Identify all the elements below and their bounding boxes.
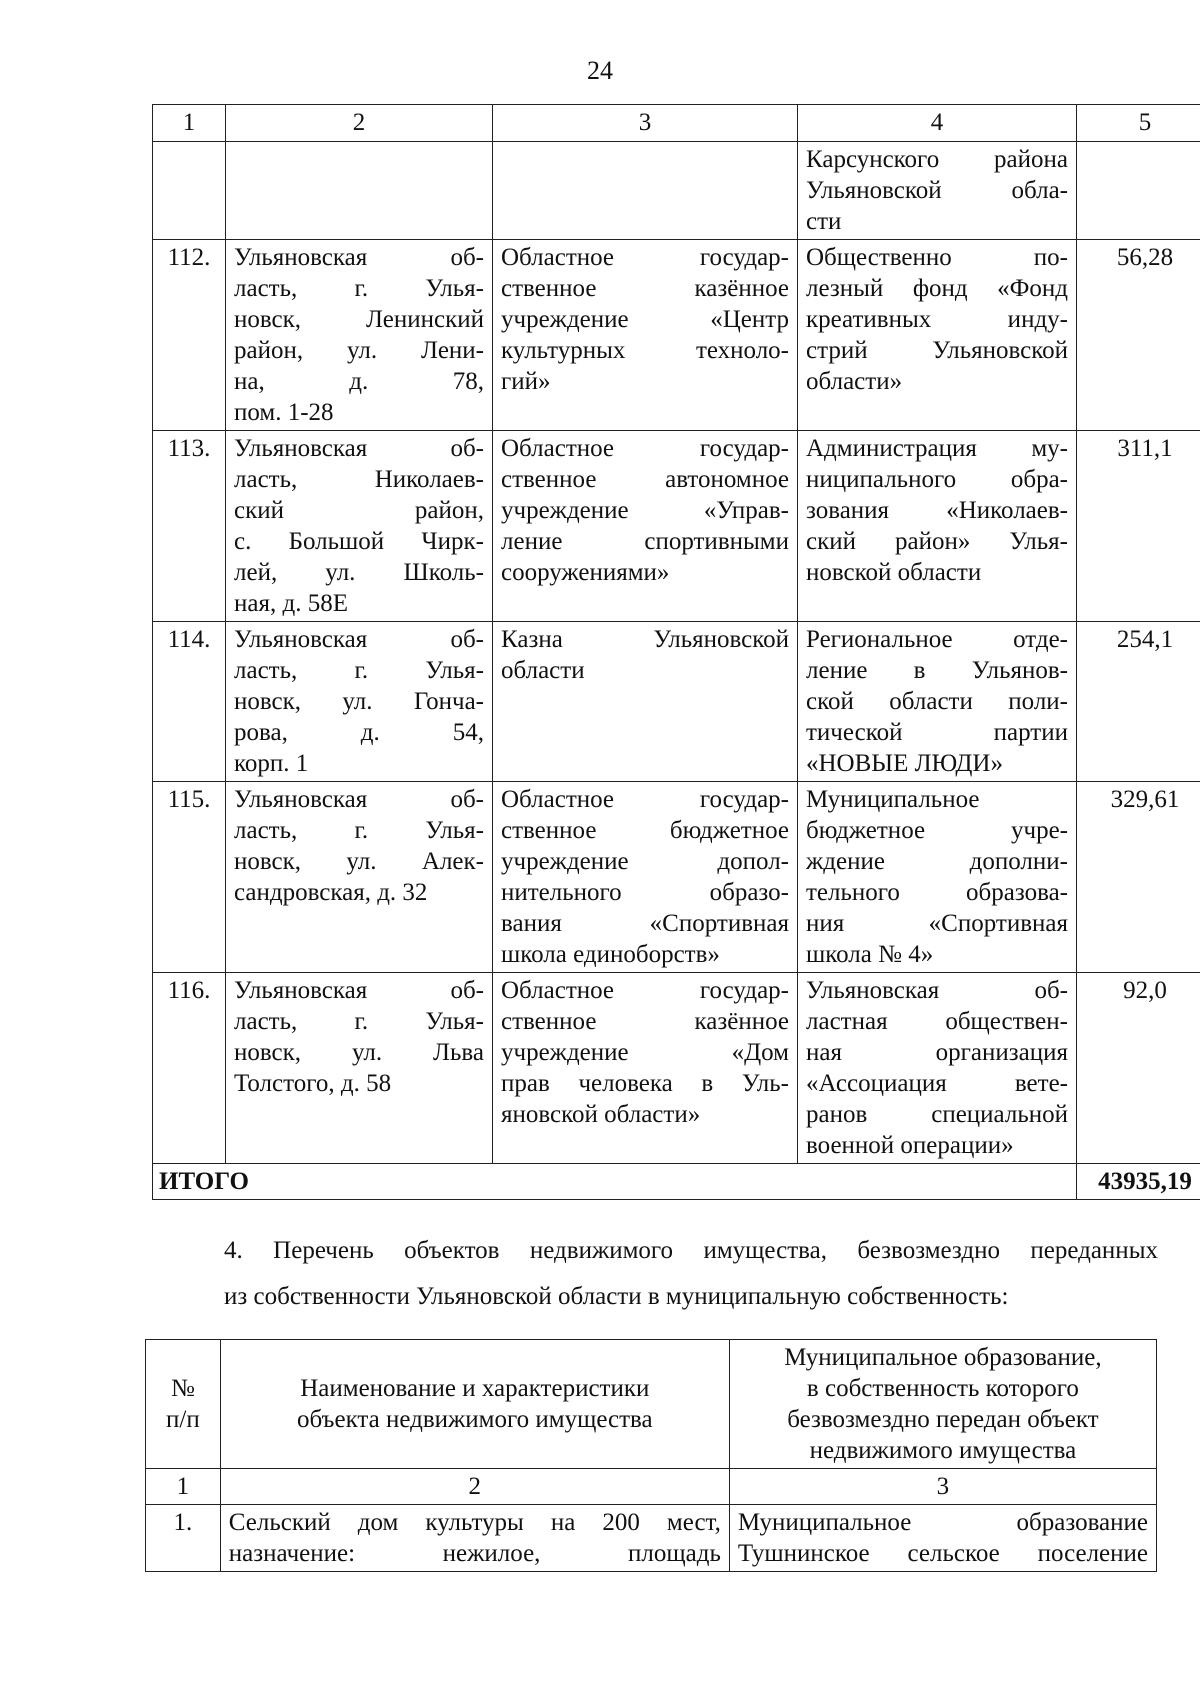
area-value: 92,0 (1077, 973, 1200, 1164)
header-col-3: 3 (493, 105, 798, 142)
address-cell: Ульяновская об- ласть, г. Улья- новск, ул. Гонча- рова, д. 54, корп. 1 (226, 622, 493, 782)
recipient-cell: Карсунского района Ульяновской обла- сти (798, 142, 1077, 240)
holder-cell: Областное государ- ственное казённое учреждение «Дом прав человека в Уль- яновской области» (493, 973, 798, 1164)
row-number: 1. (146, 1505, 221, 1572)
municipal-transfer-table (145, 1339, 1157, 1572)
header-col-1: 1 (153, 105, 226, 142)
area-value: 254,1 (1077, 622, 1200, 782)
section-4-paragraph: 4. Перечень объектов недвижимого имущества, безвозмездно переданных из собственности Ульяновской области в муниципальную собственность: (224, 1237, 1158, 1310)
holder-cell: Казна Ульяновской области (493, 622, 798, 782)
table-row (153, 431, 1200, 622)
header-municipality: Муниципальное образование, в собственность которого безвозмездно передан объект недвижимого имущества (729, 1340, 1156, 1469)
recipient-cell: Администрация му- ниципального обра- зования «Николаев- ский район» Улья- новской области (798, 431, 1077, 622)
table-row (153, 973, 1200, 1164)
recipient-cell: Муниципальное бюджетное учре- ждение дополни- тельного образова- ния «Спортивная школа № 4» (798, 782, 1077, 973)
table-row (146, 1505, 1157, 1572)
area-value: 311,1 (1077, 431, 1200, 622)
total-label: ИТОГО (153, 1164, 1077, 1200)
address-cell: Ульяновская об- ласть, г. Улья- новск, ул. Алек- сандровская, д. 32 (226, 782, 493, 973)
total-row (153, 1164, 1200, 1200)
area-value: 56,28 (1077, 240, 1200, 431)
address-cell: Ульяновская об- ласть, г. Улья- новск, ул. Льва Толстого, д. 58 (226, 973, 493, 1164)
page-number: 24 (587, 56, 613, 85)
table-header-row (153, 105, 1200, 142)
area-value: 329,61 (1077, 782, 1200, 973)
header-col-2: 2 (226, 105, 493, 142)
recipient-cell: Ульяновская об- ластная обществен- ная организация «Ассоциация вете- ранов специальной военной операции» (798, 973, 1077, 1164)
address-cell: Ульяновская об- ласть, Николаев- ский район, с. Большой Чирк- лей, ул. Школь- ная, д. 58Е (226, 431, 493, 622)
object-name-cell: Сельский дом культуры на 200 мест, назначение: нежилое, площадь (220, 1505, 729, 1572)
address-cell: Ульяновская об- ласть, г. Улья- новск, Ленинский район, ул. Лени- на, д. 78, пом. 1-28 (226, 240, 493, 431)
header-num: № п/п (146, 1340, 221, 1469)
recipient-cell: Общественно по- лезный фонд «Фонд креативных инду- стрий Ульяновской области» (798, 240, 1077, 431)
row-number: 112. (153, 240, 226, 431)
recipient-cell: Региональное отде- ление в Ульянов- ской области поли- тической партии «НОВЫЕ ЛЮДИ» (798, 622, 1077, 782)
table-header-row (146, 1340, 1157, 1469)
row-number: 115. (153, 782, 226, 973)
transfer-table (152, 104, 1200, 1200)
row-number: 116. (153, 973, 226, 1164)
table-row (153, 622, 1200, 782)
table-row (153, 782, 1200, 973)
continuation-row (153, 142, 1200, 240)
holder-cell: Областное государ- ственное автономное учреждение «Управ- ление спортивными сооружениями» (493, 431, 798, 622)
header-col-4: 4 (798, 105, 1077, 142)
table-body (153, 240, 1200, 1164)
municipality-cell: Муниципальное образование Тушнинское сельское поселение (729, 1505, 1156, 1572)
holder-cell: Областное государ- ственное бюджетное учреждение допол- нительного образо- вания «Спортивная школа единоборств» (493, 782, 798, 973)
header-col-5: 5 (1077, 105, 1200, 142)
header-name: Наименование и характеристики объекта недвижимого имущества (220, 1340, 729, 1469)
table-row (153, 240, 1200, 431)
holder-cell: Областное государ- ственное казённое учреждение «Центр культурных техноло- гий» (493, 240, 798, 431)
row-number: 113. (153, 431, 226, 622)
column-number-row: 1 2 3 (146, 1469, 1157, 1505)
total-value: 43935,19 (1077, 1164, 1200, 1200)
row-number: 114. (153, 622, 226, 782)
